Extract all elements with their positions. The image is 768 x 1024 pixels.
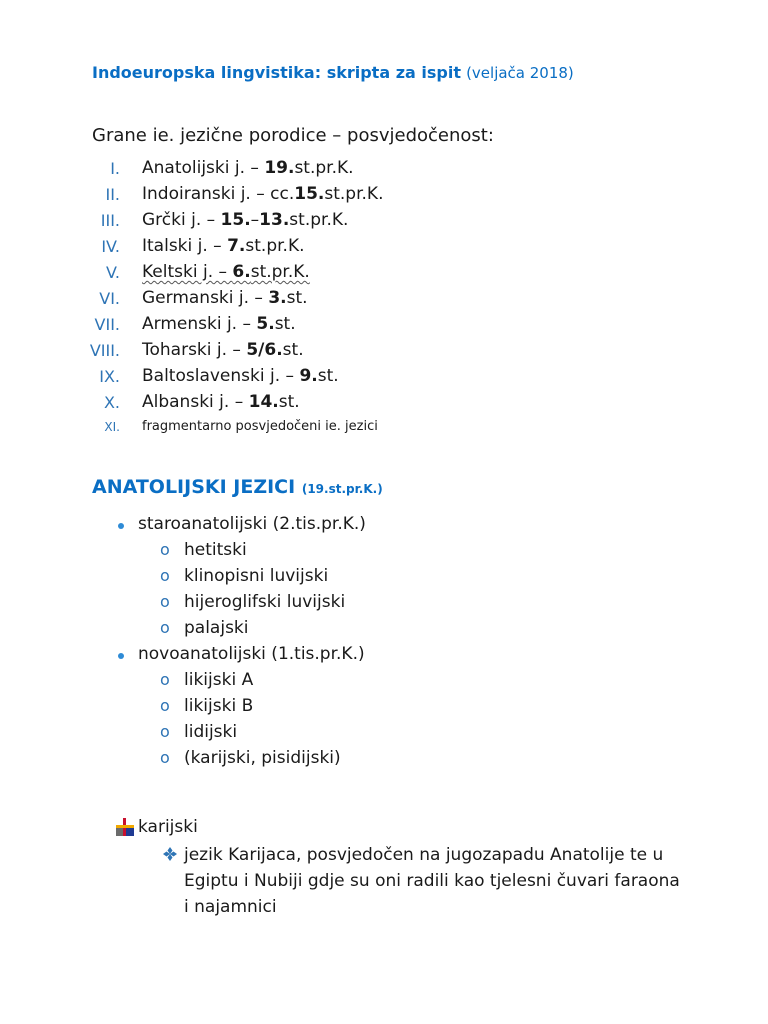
- branch-text-post: st.pr.K.: [289, 210, 349, 230]
- branch-number: V.: [106, 263, 120, 282]
- intro-line: Grane ie. jezične porodice – posvjedočenost:: [92, 125, 494, 146]
- hollow-circle-bullet-icon: o: [160, 566, 170, 585]
- branch-date-bold: 9.: [299, 366, 318, 386]
- branch-text: fragmentarno posvjedočeni ie. jezici: [142, 419, 378, 434]
- branch-text: [142, 210, 348, 230]
- karijski-label: karijski: [138, 817, 198, 837]
- branch-date-bold: 15.: [220, 210, 251, 230]
- language-name: lidijski: [184, 722, 238, 742]
- branch-number: I.: [110, 159, 120, 178]
- hollow-circle-bullet-icon: o: [160, 540, 170, 559]
- branch-text: [142, 314, 296, 334]
- branch-date-bold: 15.: [294, 184, 325, 204]
- branch-date-bold: 19.: [264, 158, 295, 178]
- four-diamond-bullet-icon: [163, 847, 177, 861]
- branch-number: VI.: [99, 289, 120, 308]
- branch-number: III.: [100, 211, 120, 230]
- branch-text: [142, 366, 339, 386]
- branch-number: II.: [105, 185, 120, 204]
- branch-text: [142, 184, 383, 204]
- branch-text: [142, 158, 354, 178]
- branch-text: [142, 262, 310, 282]
- branch-text: [142, 236, 305, 256]
- branch-text-mid: –: [250, 210, 260, 230]
- branch-text-pre: Albanski j. –: [142, 392, 249, 412]
- branch-text-pre: Keltski j. –: [142, 262, 233, 282]
- language-name: likijski B: [184, 696, 254, 716]
- branch-text-pre: Germanski j. –: [142, 288, 269, 308]
- branch-date-bold: 7.: [227, 236, 246, 256]
- hollow-circle-bullet-icon: o: [160, 670, 170, 689]
- branch-number: X.: [103, 393, 120, 412]
- branch-number: XI.: [104, 420, 120, 434]
- language-name: (karijski, pisidijski): [184, 748, 341, 768]
- branch-text-pre: Indoiranski j. – cc.: [142, 184, 295, 204]
- hollow-circle-bullet-icon: o: [160, 618, 170, 637]
- hollow-circle-bullet-icon: o: [160, 748, 170, 767]
- branch-text-mid: st.pr.K.: [324, 184, 384, 204]
- language-name: hetitski: [184, 540, 247, 560]
- branch-date-bold: 5/6.: [246, 340, 283, 360]
- branch-text-mid: st.pr.K.: [245, 236, 305, 256]
- title-date: (veljača 2018): [466, 64, 574, 82]
- bullet-dot-icon: [118, 653, 124, 659]
- branch-date-bold: 5.: [256, 314, 275, 334]
- branch-text-pre: Anatolijski j. –: [142, 158, 265, 178]
- branch-number: VII.: [94, 315, 120, 334]
- title-text: Indoeuropska lingvistika: skripta za ispit: [92, 63, 461, 82]
- group-label: staroanatolijski (2.tis.pr.K.): [138, 514, 366, 534]
- branch-text-pre: Italski j. –: [142, 236, 228, 256]
- branch-text-mid: st.: [274, 314, 296, 334]
- language-name: klinopisni luvijski: [184, 566, 329, 586]
- hollow-circle-bullet-icon: o: [160, 696, 170, 715]
- branch-number: VIII.: [89, 341, 120, 360]
- branch-text-mid: st.: [278, 392, 300, 412]
- branch-text-mid: st.: [317, 366, 339, 386]
- branch-text-mid: st.pr.K.: [250, 262, 310, 282]
- branch-date-bold: 3.: [268, 288, 287, 308]
- branch-text-mid: st.: [282, 340, 304, 360]
- heading-text: ANATOLIJSKI JEZICI: [92, 476, 296, 498]
- branch-text-pre: Armenski j. –: [142, 314, 257, 334]
- branch-text-pre: Toharski j. –: [142, 340, 247, 360]
- branch-text: [142, 392, 300, 412]
- hollow-circle-bullet-icon: o: [160, 592, 170, 611]
- branch-date-bold-2: 13.: [259, 210, 290, 230]
- language-name: palajski: [184, 618, 249, 638]
- karijski-description: jezik Karijaca, posvjedočen na jugozapadu Anatolije te u Egiptu i Nubiji gdje su oni radili kao tjelesni čuvari faraona i najamnici: [184, 845, 680, 917]
- branch-text-pre: Baltoslavenski j. –: [142, 366, 300, 386]
- branch-number: IV.: [101, 237, 120, 256]
- branch-text-pre: Grčki j. –: [142, 210, 221, 230]
- branch-text-mid: st.: [286, 288, 308, 308]
- language-name: hijeroglifski luvijski: [184, 592, 346, 612]
- branch-date-bold: 14.: [248, 392, 279, 412]
- bullet-dot-icon: [118, 523, 124, 529]
- cross-bullet-icon: [116, 818, 134, 836]
- document-title: [92, 63, 574, 82]
- branch-text-mid: st.pr.K.: [294, 158, 354, 178]
- branch-date-bold: 6.: [232, 262, 251, 282]
- branch-text: [142, 288, 308, 308]
- group-label: novoanatolijski (1.tis.pr.K.): [138, 644, 365, 664]
- heading-date: (19.st.pr.K.): [301, 482, 383, 496]
- hollow-circle-bullet-icon: o: [160, 722, 170, 741]
- section-heading-anatolian: [92, 476, 383, 498]
- branch-number: IX.: [99, 367, 120, 386]
- language-name: likijski A: [184, 670, 254, 690]
- branch-text: [142, 340, 304, 360]
